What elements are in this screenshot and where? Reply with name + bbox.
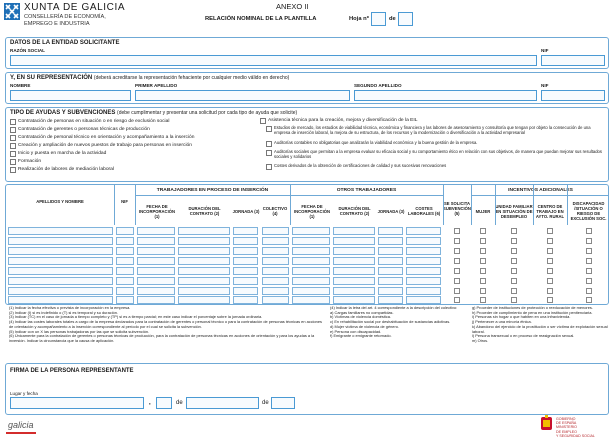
table-checkbox[interactable] [547,248,553,254]
column-divider [533,185,534,225]
table-cell[interactable] [292,277,330,285]
table-cell[interactable] [292,267,330,275]
note: (5) Indicar con un X las personas trabajadoras por las que se solicita subvención. [9,328,150,334]
notes-col-3 [472,306,610,344]
table-cell[interactable] [406,287,441,295]
mes-field[interactable] [186,397,259,409]
table-cell[interactable] [178,267,230,275]
col-ins-colectivo-header: COLECTIVO (4) [262,206,288,216]
representacion-title: Y, EN SU REPRESENTACIÓN (deberá acreditarse la representación fehaciente por cualquier medio válido en derecho) [10,75,290,81]
table-cell[interactable] [262,257,289,265]
checkbox[interactable] [10,119,16,125]
nombre-field[interactable] [10,90,131,101]
table-cell[interactable] [233,227,258,235]
table-checkbox[interactable] [511,228,517,234]
checkbox[interactable] [10,127,16,133]
table-cell[interactable] [378,287,403,295]
table-cell[interactable] [8,267,113,275]
table-cell[interactable] [378,227,403,235]
table-cell[interactable] [178,227,230,235]
col-unidad-familiar-header: UNIDAD FAMILIAR EN SITUACIÓN DE DESEMPLEO [495,203,533,219]
table-cell[interactable] [233,237,258,245]
razon-social-field[interactable] [10,55,537,66]
table-cell[interactable] [262,287,289,295]
table-cell[interactable] [333,237,375,245]
table-cell[interactable] [8,296,113,304]
table-cell[interactable] [137,247,175,255]
table-cell[interactable] [116,267,134,275]
table-checkbox[interactable] [547,228,553,234]
col-otr-fecha-header: FECHA DE INCORPORACIÓN (1) [293,203,331,219]
table-cell[interactable] [8,287,113,295]
note: c) En rehabilitación social por deshabituación de sustancias adictivas. [330,319,451,325]
checkbox[interactable] [10,135,16,141]
table-checkbox[interactable] [586,258,592,264]
lugar-field[interactable] [10,397,144,409]
note: (3) Indicar (TC) en el caso de jornada a tiempo completo y (TP) si es a tiempo parcial; en este caso indicar el porcentaje sobre la jornada ordinaria. [9,314,263,320]
notes-col-1 [9,306,327,344]
table-cell[interactable] [292,247,330,255]
razon-social-label: RAZÓN SOCIAL [10,48,45,53]
table-cell[interactable] [137,296,175,304]
checkbox[interactable] [10,151,16,157]
table-checkbox[interactable] [480,248,486,254]
table-checkbox[interactable] [586,248,592,254]
xunta-logo-icon [4,3,20,20]
table-cell[interactable] [8,247,113,255]
column-divider [495,185,496,225]
firma-title: FIRMA DE LA PERSONA REPRESENTANTE [10,368,134,374]
table-cell[interactable] [333,296,375,304]
table-cell[interactable] [333,227,375,235]
table-cell[interactable] [137,287,175,295]
column-divider [290,185,291,225]
segundo-apellido-field[interactable] [354,90,537,101]
table-cell[interactable] [292,296,330,304]
table-cell[interactable] [178,277,230,285]
table-cell[interactable] [292,227,330,235]
group-insercion-header: TRABAJADORES EN PROCESO DE INSERCIÓN [156,188,269,193]
checkbox[interactable] [10,167,16,173]
representacion-section [5,72,609,104]
lugar-fecha-label: Lugar y fecha [10,391,38,396]
table-cell[interactable] [333,267,375,275]
ayuda-option[interactable]: Estudios de mercado, los estudios de viabilidad técnica, económica y financiera y las labores de asesoramiento y consultoría que tengan por objeto la consecución de una empresa de inserción laboral, la mejora de su estructura, de los recursos y la modernización o diversificación a la actividad empresarial [266,126,605,135]
table-cell[interactable] [262,296,289,304]
col-mujer-header: MUJER [475,208,491,214]
ayuda-option[interactable]: Creación y ampliación de nuevos puestos de trabajo para personas en inserción [10,143,260,149]
separator-de-2: de [262,400,269,406]
table-checkbox[interactable] [454,248,460,254]
checkbox[interactable] [266,164,272,170]
table-checkbox[interactable] [586,278,592,284]
table-cell[interactable] [406,247,441,255]
table-cell[interactable] [137,237,175,245]
table-cell[interactable] [406,277,441,285]
column-divider [567,185,568,225]
table-cell[interactable] [333,277,375,285]
table-checkbox[interactable] [511,248,517,254]
ayuda-option[interactable]: Contratación de gerentes o personas técnicas de producción [10,127,260,133]
table-checkbox[interactable] [586,228,592,234]
anio-field[interactable] [271,397,295,409]
separator-de-1: de [176,400,183,406]
primer-apellido-label: PRIMER APELLIDO [135,83,178,88]
ayuda-option[interactable]: Asistencia técnica para la creación, mejora y diversificación de la EIL [260,118,605,124]
table-cell[interactable] [406,267,441,275]
checkbox[interactable] [266,126,272,132]
table-checkbox[interactable] [480,288,486,294]
table-cell[interactable] [378,247,403,255]
col-apellidos-header: APELLIDOS Y NOMBRE [36,198,84,204]
representante-nif-field[interactable] [541,90,605,101]
divider [471,195,609,196]
table-checkbox[interactable] [547,297,553,303]
table-cell[interactable] [8,227,113,235]
table-checkbox[interactable] [454,278,460,284]
table-checkbox[interactable] [586,238,592,244]
table-cell[interactable] [378,267,403,275]
table-cell[interactable] [8,237,113,245]
table-checkbox[interactable] [511,258,517,264]
table-cell[interactable] [116,237,134,245]
col-subvencion-header: SE SOLICITA SUBVENCIÓN (5) [443,200,471,216]
table-cell[interactable] [8,277,113,285]
col-otr-jornada-header: JORNADA (3) [377,208,405,214]
ayudas-title: TIPO DE AYUDAS Y SUBVENCIONES (debe cumplimentar y presentar una solicitud por cada tipo de ayuda que solicite) [10,110,298,116]
table-checkbox[interactable] [454,297,460,303]
table-cell[interactable] [406,296,441,304]
plantilla-table [5,184,609,305]
note: h) Proceder de cumplimiento de pena en una institución penitenciaria. [472,309,593,315]
hoja-total-field[interactable] [398,12,413,26]
table-checkbox[interactable] [547,268,553,274]
representante-nif-label: NIF [541,83,549,88]
entidad-title: DATOS DE LA ENTIDAD SOLICITANTE [10,40,120,46]
hoja-label: Hoja nº [349,16,369,22]
table-cell[interactable] [137,277,175,285]
table-checkbox[interactable] [480,268,486,274]
primer-apellido-field[interactable] [135,90,350,101]
note: b) Víctimas de violencia doméstica. [330,314,391,320]
table-checkbox[interactable] [454,228,460,234]
group-otros-header: OTROS TRABAJADORES [336,188,397,193]
note: d) Mujer víctima de violencia de género. [330,323,399,329]
col-discapacidad-header: DISCAPACIDAD /SITUACIÓN O RIESGO DE EXCLUSIÓN SOC. [570,201,607,221]
ayuda-option[interactable]: Realización de labores de mediación laboral [10,167,260,173]
column-divider [471,185,472,225]
checkbox[interactable] [266,150,272,156]
note: i) Personas sin hogar o que habiten en una infravivienda. [472,314,571,320]
table-cell[interactable] [116,287,134,295]
ayuda-option[interactable]: Contratación de personal técnico en orientación y acompañamiento a la inserción [10,135,260,141]
brand-subtitle-1: CONSELLERÍA DE ECONOMÍA, [24,14,106,20]
table-checkbox[interactable] [480,278,486,284]
galicia-logo-accent [6,432,36,434]
note: l) Persona transexual o en proceso de reasignación sexual. [472,333,575,339]
table-cell[interactable] [137,257,175,265]
table-cell[interactable] [233,257,258,265]
note: k) Abandono del ejercicio de la prostitución o ser víctima de explotación sexual laboral. [472,323,608,334]
table-checkbox[interactable] [511,268,517,274]
table-checkbox[interactable] [480,238,486,244]
table-cell[interactable] [262,237,289,245]
page-title: RELACIÓN NOMINAL DE LA PLANTILLA [205,16,317,22]
table-cell[interactable] [137,267,175,275]
table-checkbox[interactable] [480,228,486,234]
entidad-nif-label: NIF [541,48,549,53]
ayuda-option[interactable]: Costes derivados de la obtención de certificaciones de calidad y sus sucesivas renovaciones [266,164,605,170]
firma-section [5,363,609,415]
note: j) Pertenecer a una minoría étnica. [472,319,532,325]
ministry-name: GOBIERNO DE ESPAÑA MINISTERIO DE EMPLEO Y SEGURIDAD SOCIAL [556,417,595,438]
note: (1) Indicar la fecha efectiva o prevista de incorporación en la empresa. [9,305,131,310]
col-ins-duracion-header: DURACIÓN DEL CONTRATO (2) [188,206,221,216]
column-divider [135,185,136,225]
ayuda-option[interactable]: Contratación de personas en situación o en riesgo de exclusión social [10,119,260,125]
brand-name: XUNTA DE GALICIA [24,2,126,13]
checkbox[interactable] [266,141,272,147]
nombre-label: NOMBRE [10,83,31,88]
ayuda-option[interactable]: Inicio y puesta en marcha de la actividad [10,151,260,157]
table-cell[interactable] [262,247,289,255]
col-otr-costes-header: COSTES LABORALES (6) [407,206,441,216]
checkbox[interactable] [10,143,16,149]
table-cell[interactable] [178,247,230,255]
note: m) Otros. [472,337,489,343]
table-cell[interactable] [262,227,289,235]
notes-col-2 [330,306,465,339]
table-cell[interactable] [233,247,258,255]
table-checkbox[interactable] [480,258,486,264]
table-cell[interactable] [262,277,289,285]
ayuda-option[interactable]: Auditorías contables no obligatorias que analizarán la viabilidad económica y la buena gestión de la empresa. [266,141,605,147]
checkbox[interactable] [10,159,16,165]
note: (4) Indicar las costes laborales totales a cargo de la empresa declarados para la contratación de gerentes o personal técnico o para la contratación de personas técnicas en acciones de orientación y acompañamiento a la inserción correspondiente al período por el cual se solicita la subvención. [9,319,322,329]
table-cell[interactable] [116,257,134,265]
table-cell[interactable] [178,237,230,245]
note: g) Proceder de instituciones de protección o reeducación de menores. [472,305,593,310]
brand-subtitle-2: EMPREGO E INDUSTRIA [24,21,90,27]
table-cell[interactable] [333,247,375,255]
table-checkbox[interactable] [480,297,486,303]
galicia-logo: galicia [8,420,34,430]
table-cell[interactable] [178,287,230,295]
ayuda-option[interactable]: Formación [10,159,260,165]
table-checkbox[interactable] [586,297,592,303]
de-label: de [389,16,396,22]
table-checkbox[interactable] [586,268,592,274]
table-cell[interactable] [116,277,134,285]
table-cell[interactable] [406,227,441,235]
table-cell[interactable] [233,267,258,275]
table-checkbox[interactable] [511,297,517,303]
table-cell[interactable] [378,296,403,304]
table-checkbox[interactable] [547,238,553,244]
table-cell[interactable] [292,257,330,265]
entidad-section [5,37,609,69]
table-cell[interactable] [178,296,230,304]
table-checkbox[interactable] [454,238,460,244]
table-checkbox[interactable] [454,268,460,274]
table-cell[interactable] [178,257,230,265]
table-cell[interactable] [233,287,258,295]
divider [135,195,443,196]
table-checkbox[interactable] [547,288,553,294]
table-cell[interactable] [8,257,113,265]
hoja-number-field[interactable] [371,12,386,26]
column-divider [114,185,115,225]
group-incentivos-header: INCENTIVOS ADICIONALES [508,188,573,193]
table-cell[interactable] [233,296,258,304]
column-divider [443,185,444,225]
table-cell[interactable] [292,287,330,295]
ayudas-section [5,107,609,182]
table-cell[interactable] [333,257,375,265]
table-cell[interactable] [137,227,175,235]
note: (6) Únicamente para la contratación de gerentes o personas técnicas de producción, para la contratación de personas técnicas en acciones de orientación y para los ayudas a la inversión. Indicar la circunstancia que la causa de aplicación. [9,333,315,343]
table-cell[interactable] [262,267,289,275]
table-checkbox[interactable] [511,278,517,284]
table-cell[interactable] [333,287,375,295]
table-cell[interactable] [406,257,441,265]
table-cell[interactable] [116,247,134,255]
note: a) Cargas familiares no compartidas. [330,309,394,315]
col-nif-header: NIF [121,198,128,204]
entidad-nif-field[interactable] [541,55,605,66]
table-checkbox[interactable] [511,238,517,244]
table-cell[interactable] [233,277,258,285]
table-cell[interactable] [378,237,403,245]
table-checkbox[interactable] [547,278,553,284]
table-checkbox[interactable] [586,288,592,294]
ayuda-option[interactable]: Auditorías sociales que permitan a la empresa evaluar su eficacia social y su comportamiento ético en relación con sus objetivos, de manera que puedan mejorar sus resultados sociales y solidarios [266,150,605,159]
table-checkbox[interactable] [547,258,553,264]
table-checkbox[interactable] [454,258,460,264]
table-cell[interactable] [406,237,441,245]
note: f) Emigrante o emigrante retornado. [330,333,392,339]
table-cell[interactable] [378,277,403,285]
col-ins-fecha-header: FECHA DE INCORPORACIÓN (1) [138,203,176,219]
table-checkbox[interactable] [454,288,460,294]
col-ins-jornada-header: JORNADA (3) [232,208,260,214]
col-rural-header: CENTRO DE TRABAJO EN AYTO. RURAL [535,203,565,219]
table-cell[interactable] [116,296,134,304]
dia-field[interactable] [156,397,172,409]
coat-of-arms-icon [540,415,553,432]
table-cell[interactable] [378,257,403,265]
page-header [0,0,614,38]
note: (2) Indicar (I) si es indefinido o (T) si es temporal y su duración. [9,309,118,315]
note: e) Persona con discapacidad. [330,328,382,334]
table-cell[interactable] [292,237,330,245]
table-cell[interactable] [116,227,134,235]
checkbox[interactable] [260,118,266,124]
segundo-apellido-label: SEGUNDO APELLIDO [354,83,402,88]
table-checkbox[interactable] [511,288,517,294]
anexo-label: ANEXO II [276,2,309,11]
col-otr-duracion-header: DURACIÓN DEL CONTRATO (2) [338,206,371,216]
note: (4) Indicar la letra del art. 4 correspondiente a la descripción del colectivo: [330,305,458,310]
separator-comma: , [149,400,151,406]
